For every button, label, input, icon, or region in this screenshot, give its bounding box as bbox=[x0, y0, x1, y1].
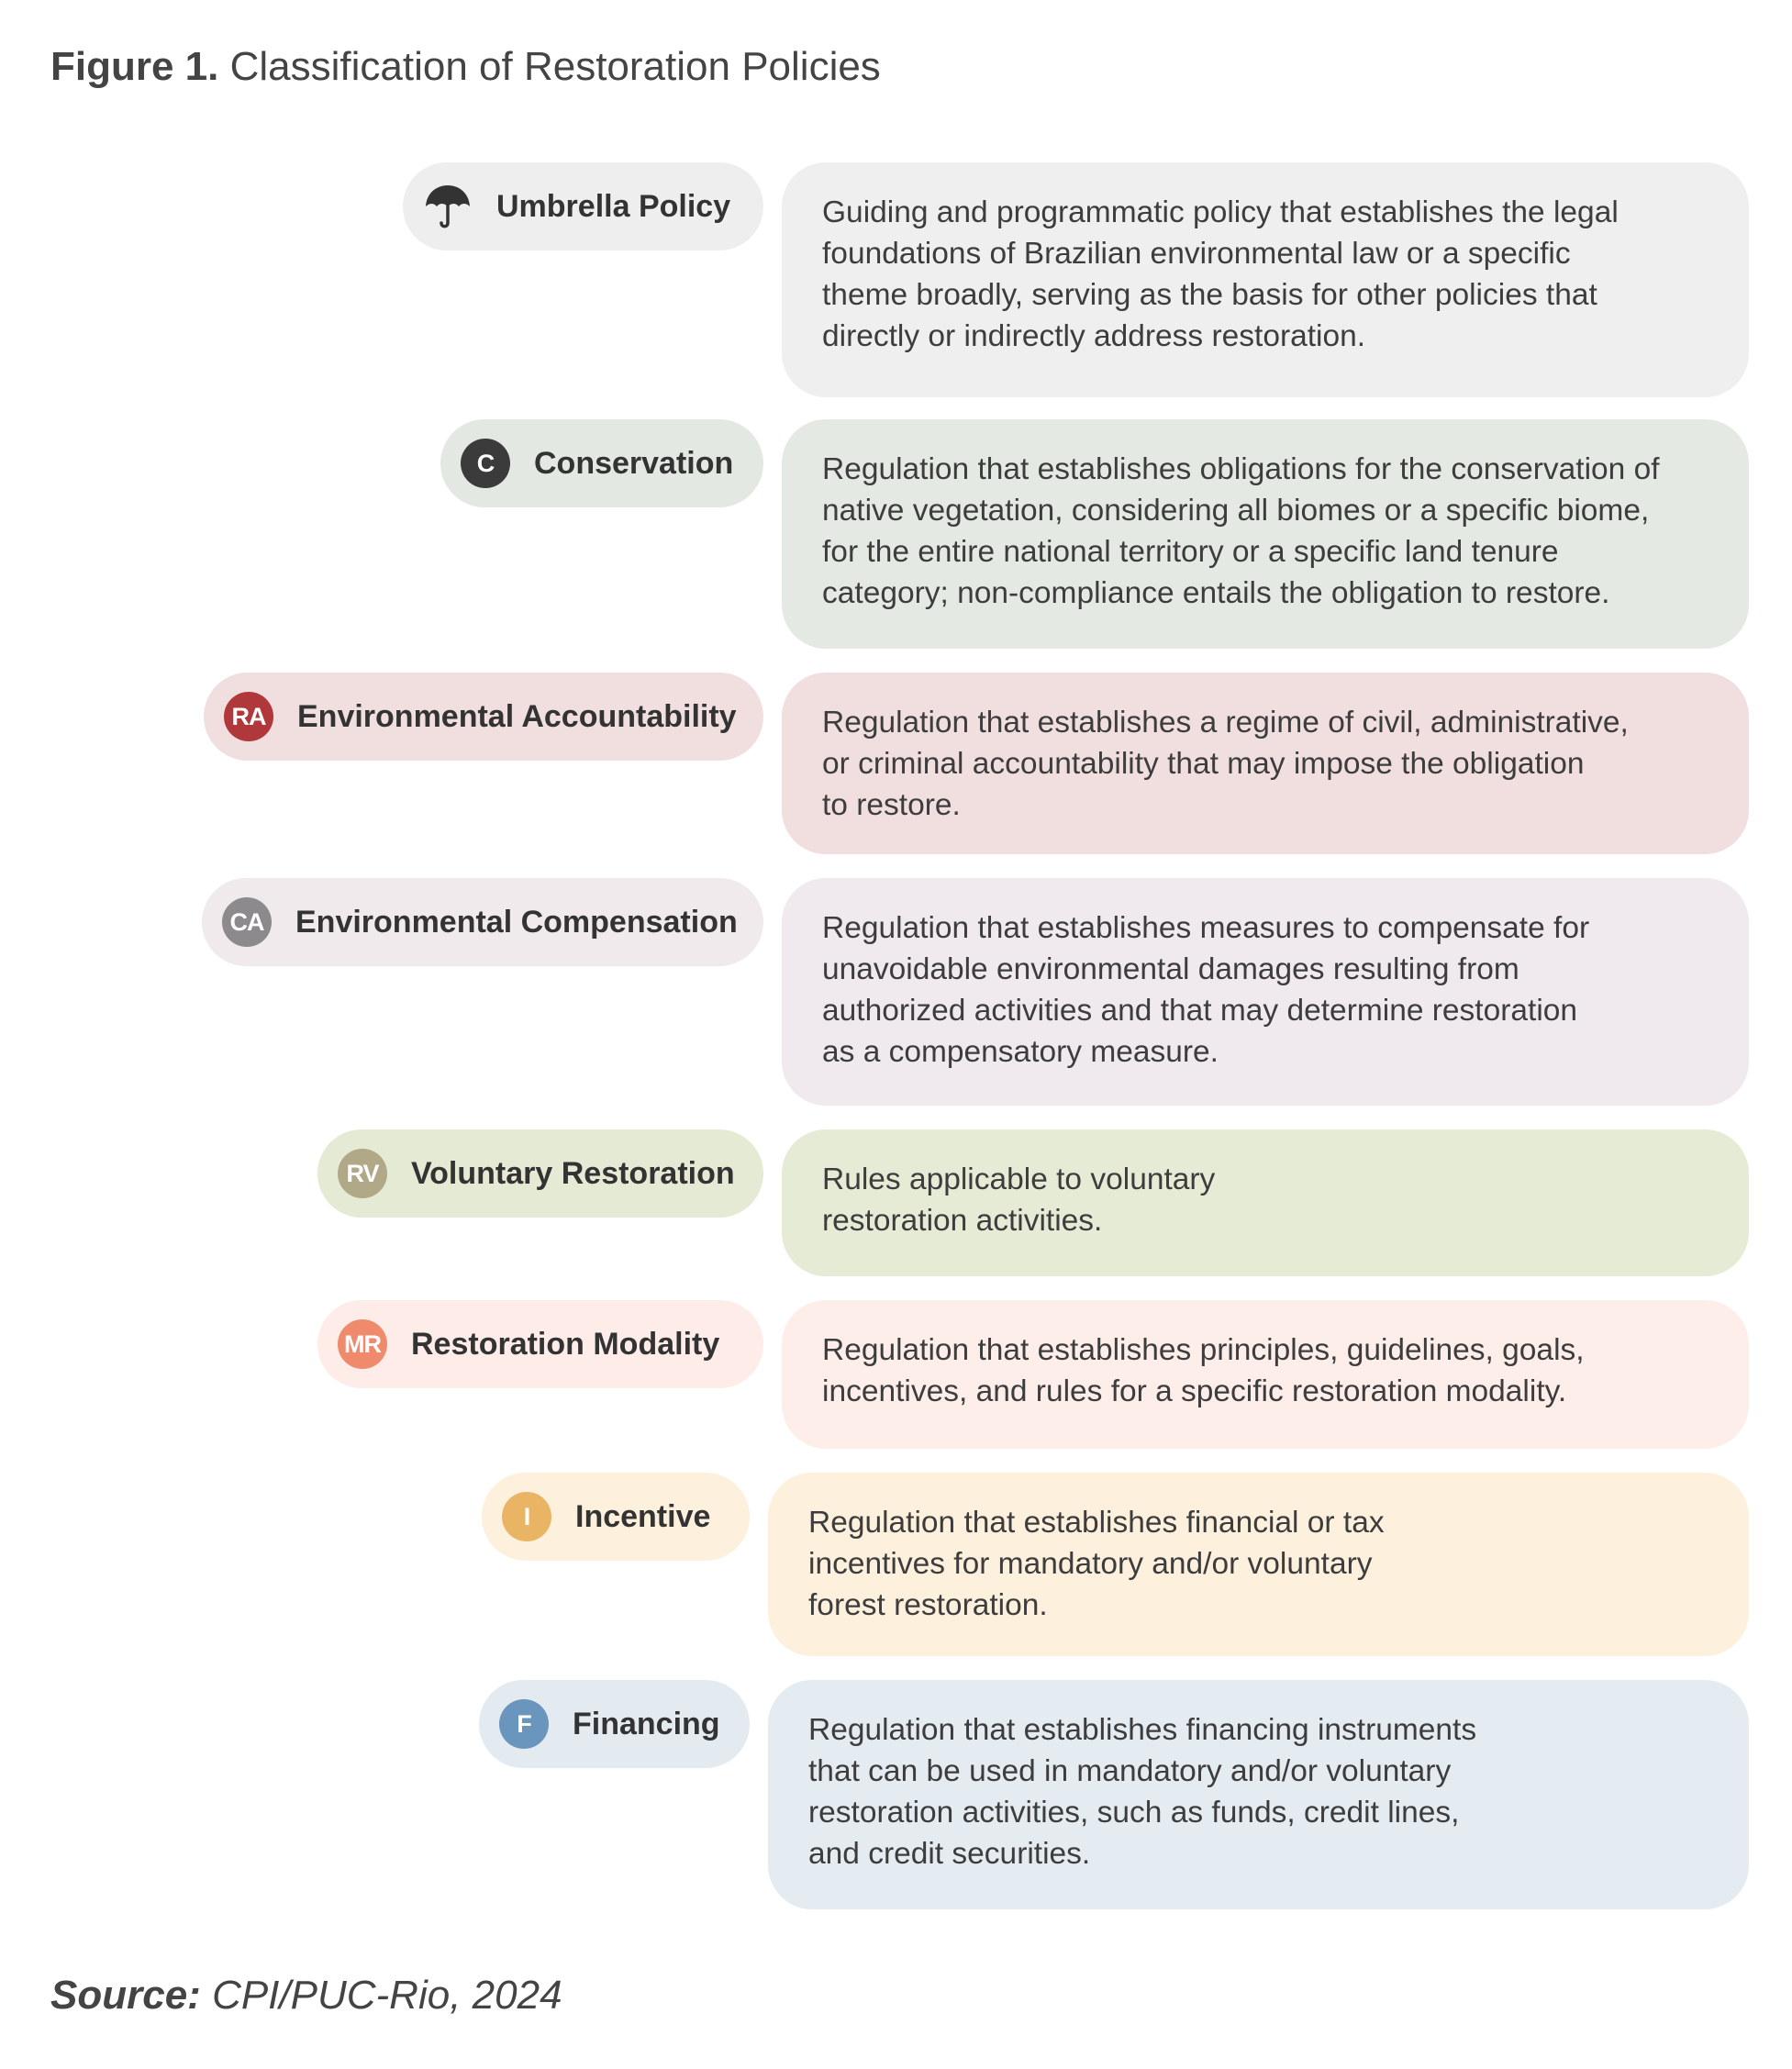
letter-c-badge: C bbox=[461, 439, 510, 488]
figure-title bbox=[50, 44, 881, 90]
source-text: CPI/PUC-Rio, 2024 bbox=[212, 1973, 562, 2018]
description-box-environmental-accountability bbox=[782, 673, 1749, 854]
description-box-restoration-modality bbox=[782, 1300, 1749, 1449]
category-pill-conservation bbox=[440, 419, 763, 507]
description-box-conservation bbox=[782, 419, 1749, 649]
umbrella-icon bbox=[423, 182, 473, 231]
letters-ra-badge: RA bbox=[224, 692, 273, 741]
description-text: Regulation that establishes financial or tax incentives for mandatory and/or voluntary forest restoration. bbox=[808, 1506, 1385, 1622]
letters-rv-badge: RV bbox=[338, 1149, 387, 1198]
description-box-umbrella-policy bbox=[782, 162, 1749, 397]
category-label: Voluntary Restoration bbox=[411, 1155, 735, 1191]
category-pill-restoration-modality bbox=[317, 1300, 763, 1388]
figure-label: Figure 1. bbox=[50, 44, 219, 89]
category-label: Environmental Compensation bbox=[295, 904, 738, 940]
description-box-financing bbox=[768, 1680, 1749, 1909]
source-note bbox=[50, 1973, 562, 2019]
letters-ca-badge: CA bbox=[222, 897, 272, 947]
category-pill-voluntary-restoration bbox=[317, 1129, 763, 1218]
letter-f-badge: F bbox=[499, 1699, 549, 1749]
description-box-environmental-compensation bbox=[782, 878, 1749, 1106]
description-text: Regulation that establishes obligations for the conservation of native vegetation, considering all biomes or a specific biome, for the entire national territory or a specific land tenure category; non-compliance entails the obligation to restore. bbox=[822, 452, 1660, 610]
category-pill-umbrella-policy bbox=[403, 162, 763, 250]
category-label: Incentive bbox=[575, 1498, 711, 1534]
figure-title-text: Classification of Restoration Policies bbox=[229, 44, 881, 89]
letter-i-badge: I bbox=[502, 1492, 551, 1541]
category-pill-financing bbox=[479, 1680, 750, 1768]
source-label: Source: bbox=[50, 1973, 201, 2018]
category-label: Restoration Modality bbox=[411, 1326, 720, 1362]
description-text: Regulation that establishes financing instruments that can be used in mandatory and/or voluntary restoration activities, such as funds, credit lines, and credit securities. bbox=[808, 1713, 1477, 1871]
category-pill-environmental-compensation bbox=[202, 878, 763, 966]
category-pill-incentive bbox=[482, 1473, 750, 1561]
description-text: Rules applicable to voluntary restoration activities. bbox=[822, 1162, 1216, 1238]
description-box-incentive bbox=[768, 1473, 1749, 1656]
category-label: Environmental Accountability bbox=[297, 698, 737, 734]
category-label: Conservation bbox=[534, 445, 734, 481]
description-text: Regulation that establishes principles, guidelines, goals, incentives, and rules for a specific restoration modality. bbox=[822, 1333, 1585, 1408]
description-text: Regulation that establishes a regime of civil, administrative, or criminal accountability that may impose the obligation to restore. bbox=[822, 706, 1629, 822]
category-label: Umbrella Policy bbox=[496, 188, 731, 224]
letters-mr-badge: MR bbox=[338, 1319, 387, 1369]
description-box-voluntary-restoration bbox=[782, 1129, 1749, 1276]
category-pill-environmental-accountability bbox=[204, 673, 763, 761]
category-label: Financing bbox=[573, 1706, 720, 1741]
description-text: Guiding and programmatic policy that establishes the legal foundations of Brazilian environmental law or a specific theme broadly, serving as the basis for other policies that directly or indirectly address restoration. bbox=[822, 195, 1619, 353]
description-text: Regulation that establishes measures to compensate for unavoidable environmental damages resulting from authorized activities and that may determine restoration as a compensatory measure. bbox=[822, 911, 1590, 1069]
